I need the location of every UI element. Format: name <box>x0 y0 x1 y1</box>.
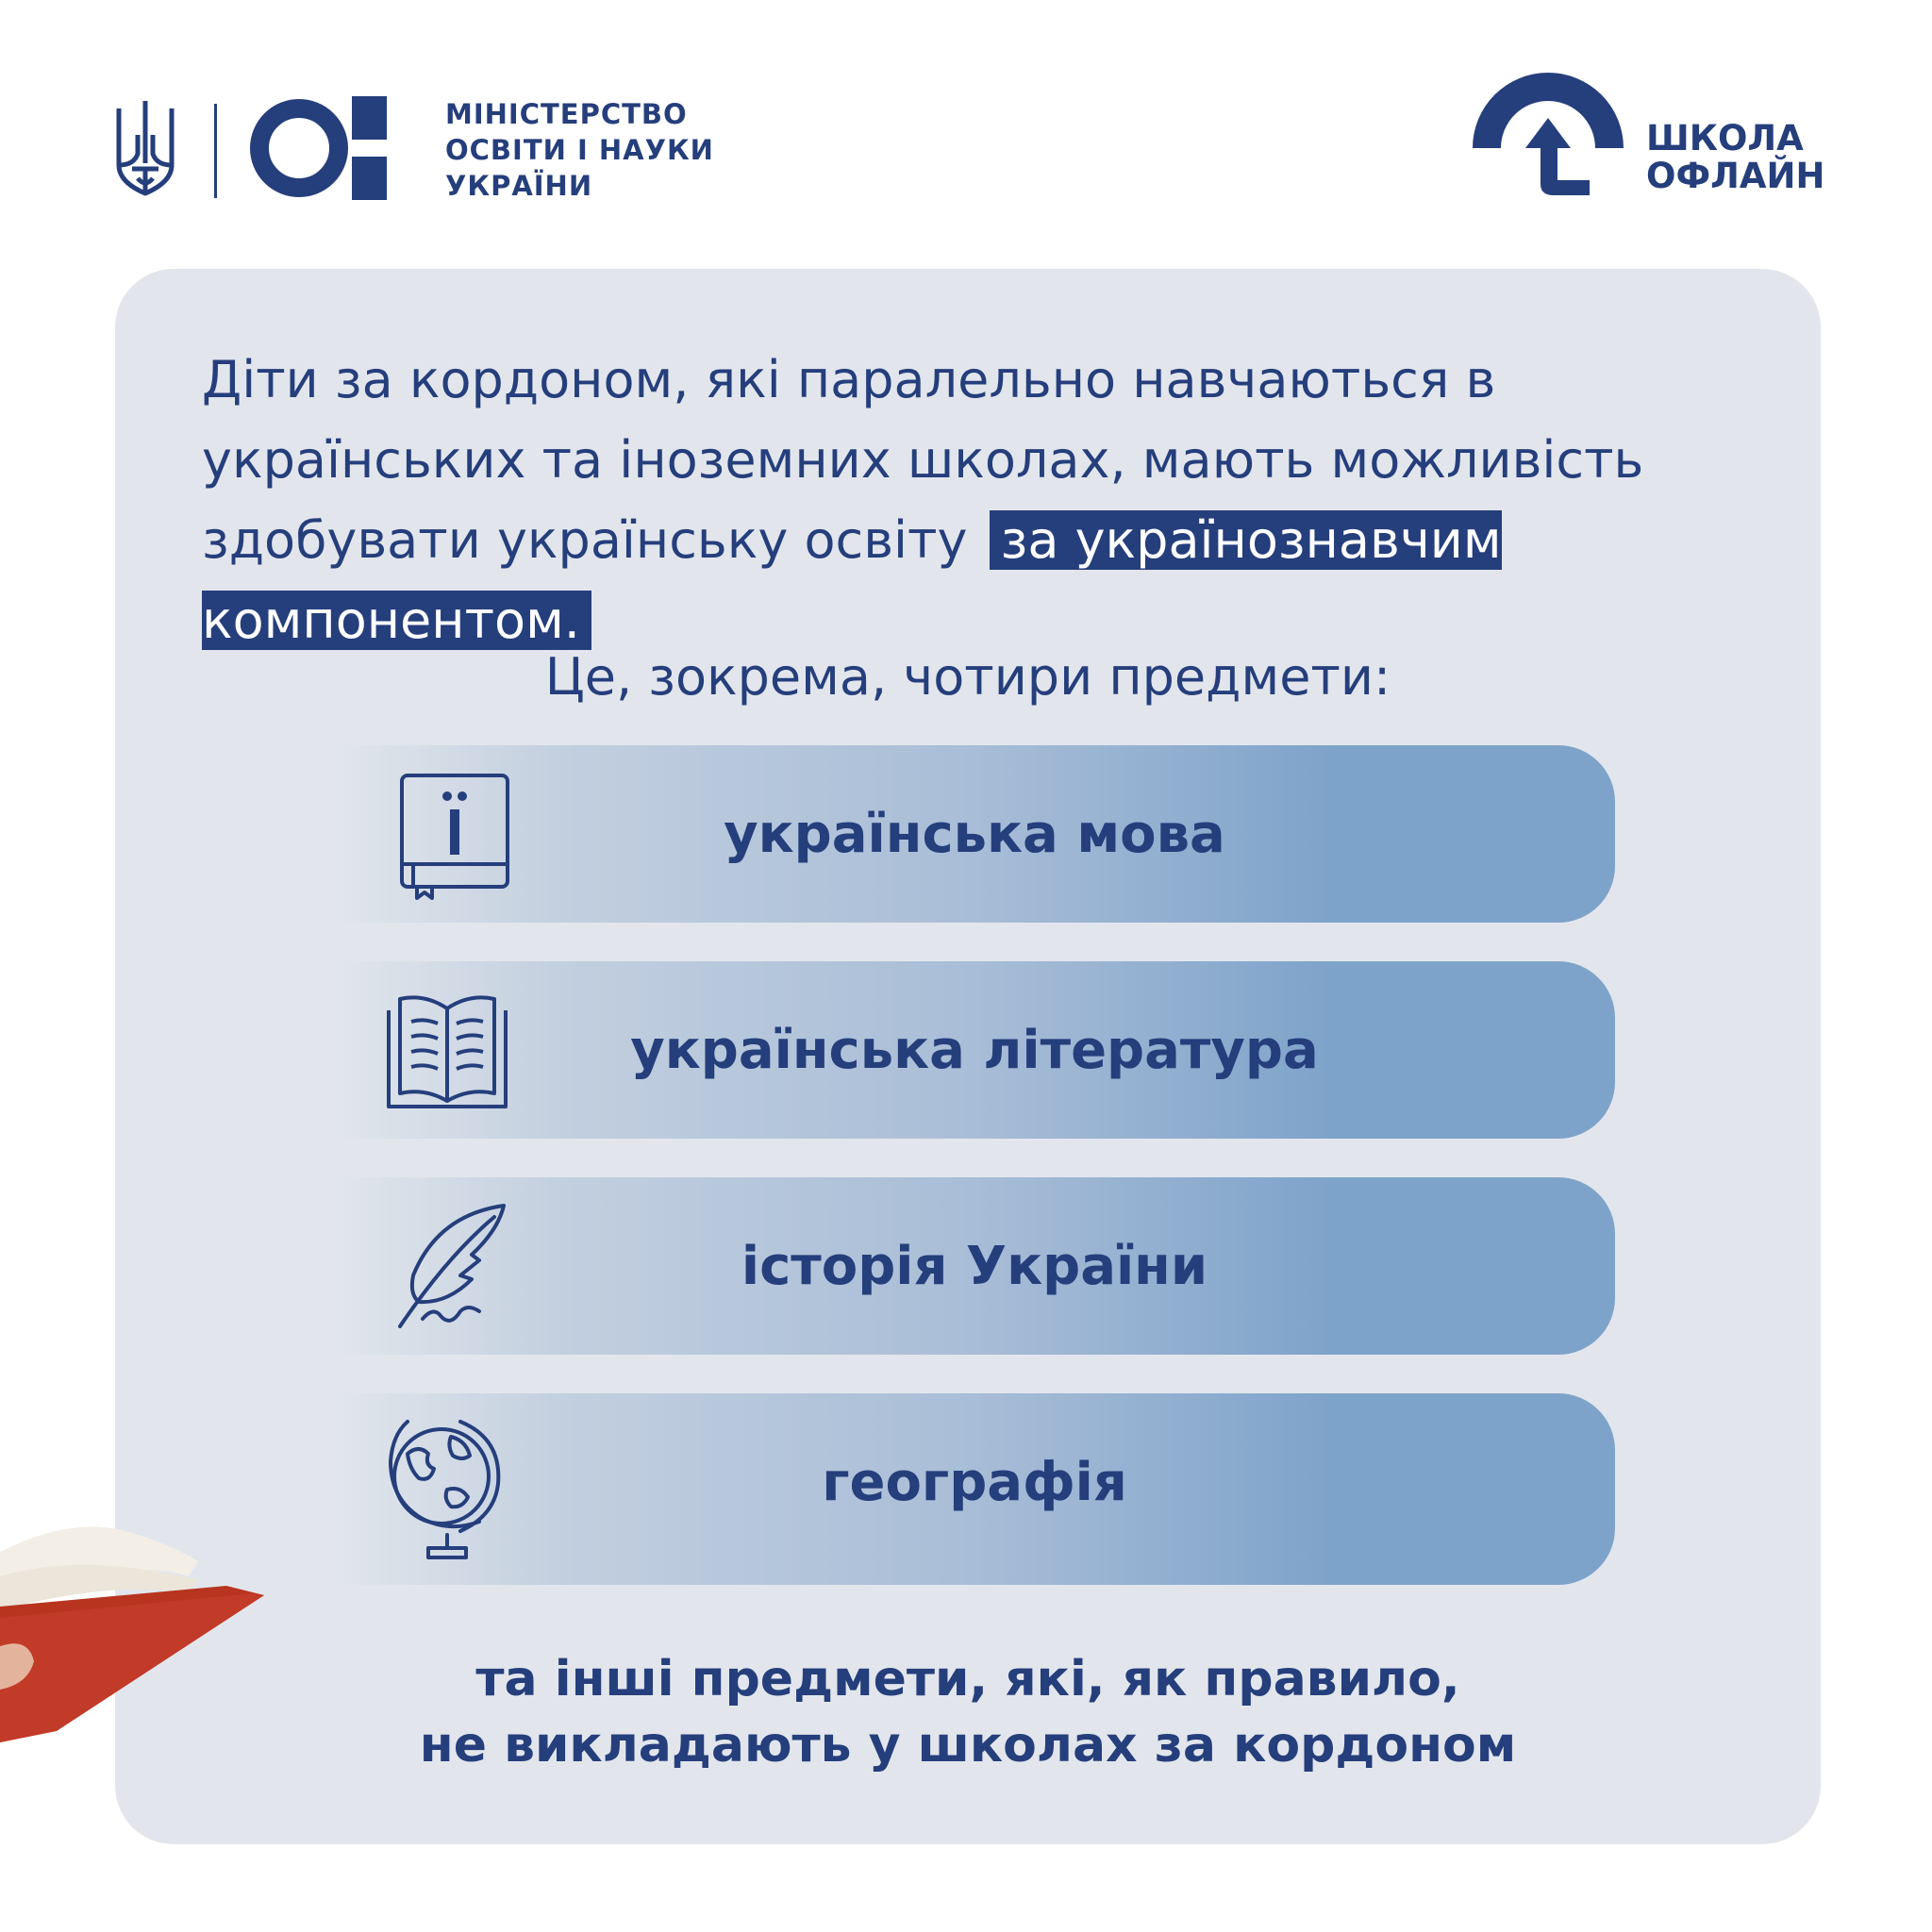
ministry-line: УКРАЇНИ <box>445 170 593 202</box>
subject-label: історія України <box>741 1235 1208 1297</box>
trident-icon <box>113 97 177 201</box>
ministry-logo-block <box>113 94 714 203</box>
subject-label: українська мова <box>724 803 1225 865</box>
school-offline-logo <box>1467 61 1629 198</box>
closing-text <box>115 1646 1821 1778</box>
content-card <box>115 269 1821 1844</box>
ministry-name <box>445 96 719 204</box>
intro-text: Діти за кордоном, які паралельно навчаються в українських та іноземних школах, мають можливість здобувати українську освіту <box>202 350 1644 570</box>
school-offline-logo-block <box>1467 61 1844 203</box>
ministry-line: ОСВІТИ І НАУКИ <box>445 134 714 166</box>
subject-item <box>334 961 1615 1139</box>
school-line: ШКОЛА <box>1646 118 1804 158</box>
school-line: ОФЛАЙН <box>1646 156 1825 196</box>
intro-paragraph <box>202 340 1787 660</box>
subject-item <box>334 745 1615 923</box>
intro-highlight: за українознавчим компонентом. <box>202 510 1502 650</box>
subjects-heading: Це, зокрема, чотири предмети: <box>544 647 1391 707</box>
closing-line: не викладають у школах за кордоном <box>419 1717 1517 1774</box>
ministry-logo <box>250 96 387 200</box>
subject-item <box>334 1393 1615 1585</box>
closing-line: та інші предмети, які, як правило, <box>475 1651 1460 1707</box>
subject-label: українська література <box>630 1019 1319 1081</box>
book-photo-image <box>0 1495 269 1769</box>
subject-label: географія <box>822 1451 1127 1513</box>
ministry-line: МІНІСТЕРСТВО <box>445 98 688 130</box>
subject-item <box>334 1177 1615 1355</box>
logo-divider <box>214 104 217 198</box>
school-offline-name <box>1646 120 1854 195</box>
